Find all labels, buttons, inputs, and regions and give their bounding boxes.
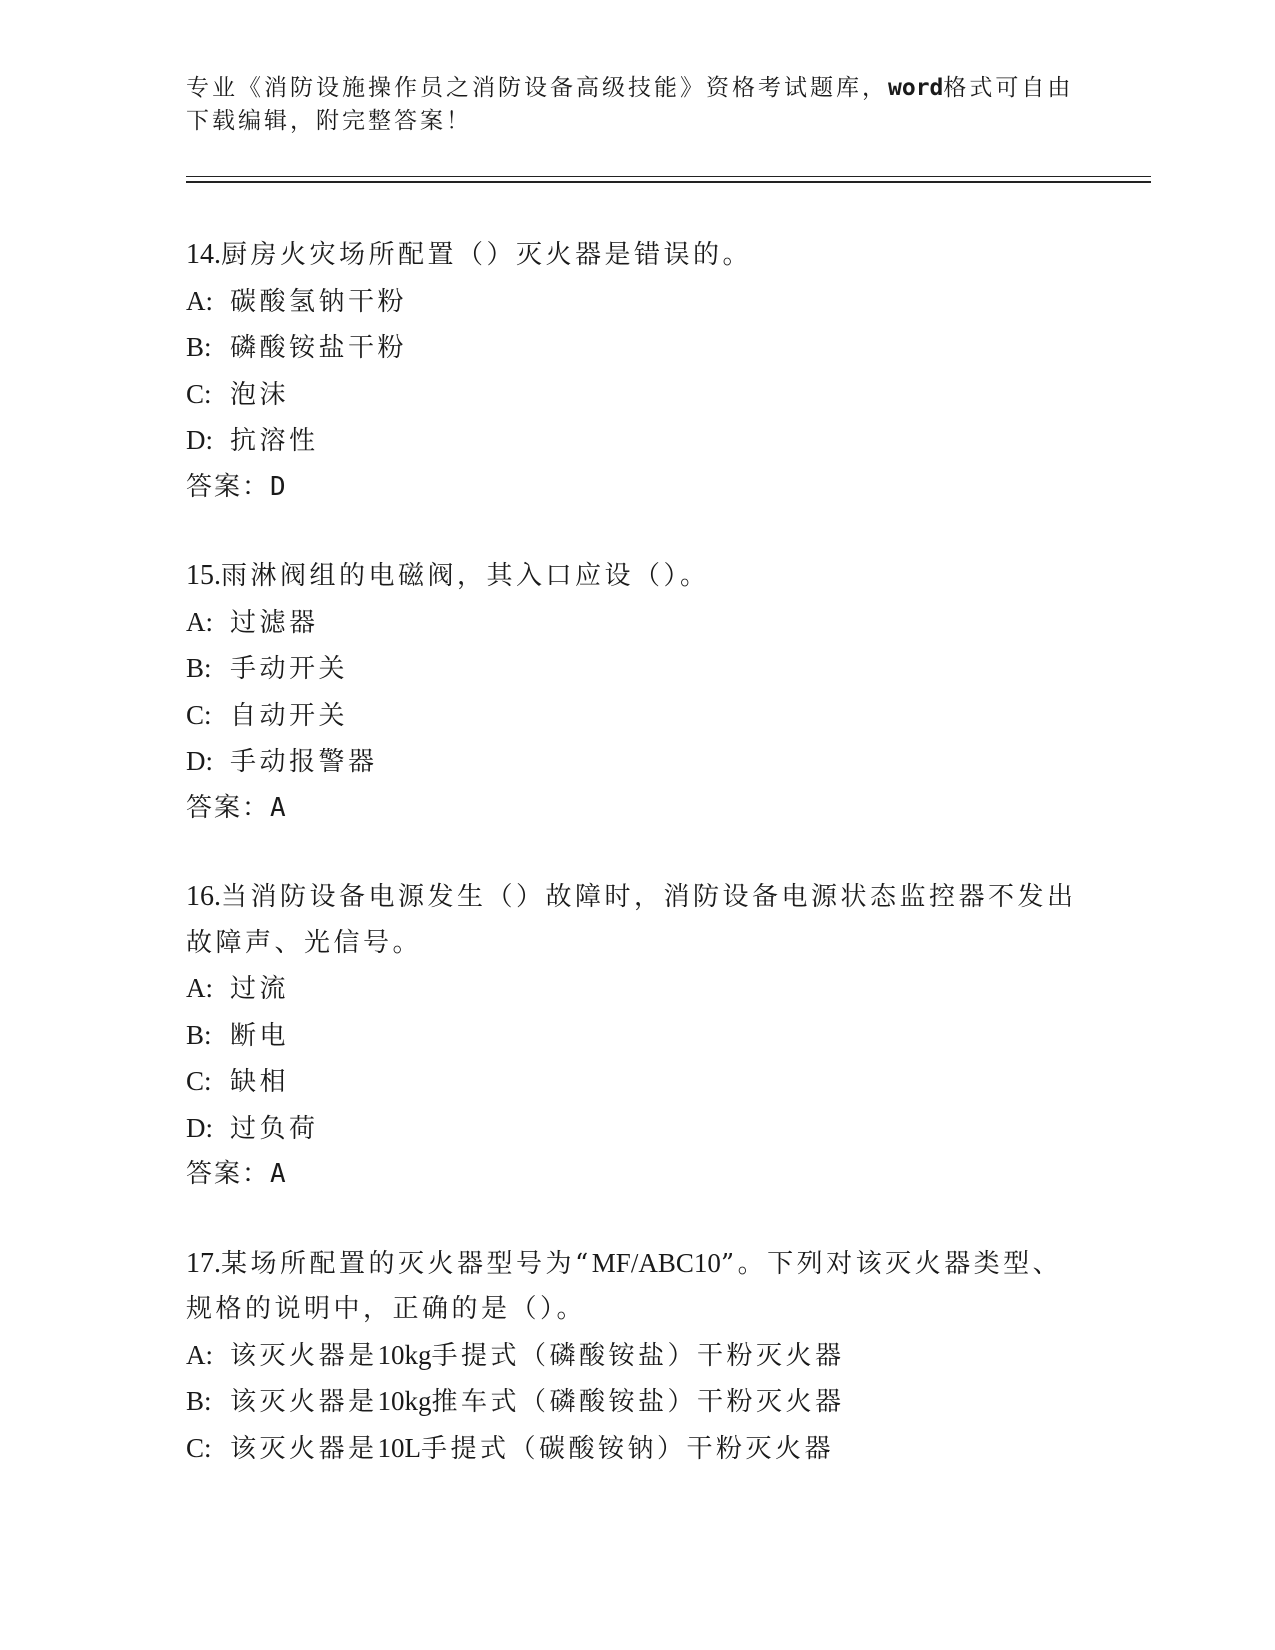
option-text-pre: 该灭火器是 bbox=[230, 1387, 378, 1417]
option-text-post: 手提式（磷酸铵盐）干粉灭火器 bbox=[431, 1340, 845, 1371]
option-d bbox=[186, 739, 1086, 786]
option-a bbox=[186, 600, 1086, 647]
option-letter: B: bbox=[186, 1386, 212, 1416]
option-letter: A: bbox=[186, 606, 213, 637]
option-text: 磷酸铵盐干粉 bbox=[230, 333, 408, 363]
answer-line bbox=[186, 786, 1086, 832]
option-c bbox=[186, 1059, 1086, 1106]
option-text: 泡沫 bbox=[230, 379, 290, 410]
question-stem bbox=[186, 553, 1086, 600]
option-letter: B: bbox=[186, 653, 212, 683]
question-14 bbox=[186, 232, 1086, 510]
question-text-part2: ”。下列对该灭火器类型、规格的说明中，正确的是（）。 bbox=[186, 1248, 1063, 1324]
header-divider-thin bbox=[186, 176, 1151, 177]
option-b bbox=[186, 325, 1086, 372]
question-text: 雨淋阀组的电磁阀，其入口应设（）。 bbox=[221, 561, 710, 591]
question-stem bbox=[186, 1241, 1086, 1333]
option-letter: D: bbox=[186, 746, 213, 776]
question-text-part1: 某场所配置的灭火器型号为“ bbox=[221, 1248, 592, 1279]
option-letter: A: bbox=[186, 1339, 213, 1370]
document-header bbox=[186, 72, 1086, 138]
question-16 bbox=[186, 874, 1086, 1198]
answer-label: 答案： bbox=[186, 1159, 271, 1189]
option-text-spec: 10kg bbox=[377, 1339, 432, 1370]
option-c bbox=[186, 372, 1086, 419]
option-text: 缺相 bbox=[230, 1067, 290, 1097]
option-c bbox=[186, 1426, 1086, 1473]
option-a bbox=[186, 1333, 1086, 1380]
answer-label: 答案： bbox=[186, 792, 271, 823]
option-text: 过流 bbox=[230, 974, 290, 1004]
question-stem bbox=[186, 874, 1086, 966]
header-text-word: word bbox=[888, 75, 944, 101]
option-text: 断电 bbox=[230, 1020, 290, 1051]
option-a bbox=[186, 966, 1086, 1013]
header-text-part2: 格式可自由下载编辑，附完整答案！ bbox=[186, 75, 1074, 134]
answer-label: 答案： bbox=[186, 471, 271, 502]
question-number: 14. bbox=[186, 239, 221, 270]
answer-value: A bbox=[270, 792, 286, 823]
option-letter: B: bbox=[186, 1019, 212, 1050]
option-text: 抗溶性 bbox=[230, 426, 319, 456]
answer-line bbox=[186, 465, 1086, 511]
option-b bbox=[186, 1379, 1086, 1426]
option-text-spec: 10kg bbox=[377, 1386, 432, 1416]
option-text: 过负荷 bbox=[230, 1113, 319, 1144]
header-divider-thick bbox=[186, 181, 1151, 183]
question-text: 厨房火灾场所配置（）灭火器是错误的。 bbox=[221, 240, 753, 270]
option-letter: C: bbox=[186, 1432, 212, 1463]
question-text: 当消防设备电源发生（）故障时，消防设备电源状态监控器不发出故障声、光信号。 bbox=[186, 882, 1077, 958]
question-list bbox=[186, 232, 1086, 1515]
option-d bbox=[186, 1106, 1086, 1153]
option-letter: C: bbox=[186, 378, 212, 409]
option-text: 碳酸氢钠干粉 bbox=[230, 286, 408, 317]
option-letter: A: bbox=[186, 285, 213, 316]
option-text-post: 推车式（磷酸铵盐）干粉灭火器 bbox=[431, 1387, 845, 1417]
question-number: 16. bbox=[186, 881, 221, 912]
option-text: 手动报警器 bbox=[230, 747, 378, 777]
option-letter: D: bbox=[186, 425, 213, 455]
option-b bbox=[186, 1013, 1086, 1060]
question-number: 15. bbox=[186, 560, 221, 591]
option-letter: B: bbox=[186, 332, 212, 362]
question-15 bbox=[186, 553, 1086, 831]
option-letter: C: bbox=[186, 1066, 212, 1096]
option-text: 过滤器 bbox=[230, 607, 319, 638]
header-text-part1: 专业《消防设施操作员之消防设备高级技能》资格考试题库， bbox=[186, 75, 888, 101]
answer-value: D bbox=[270, 471, 286, 502]
answer-line bbox=[186, 1152, 1086, 1198]
option-text: 自动开关 bbox=[230, 700, 349, 731]
option-letter: D: bbox=[186, 1112, 213, 1143]
question-number: 17. bbox=[186, 1247, 221, 1279]
option-b bbox=[186, 646, 1086, 693]
option-text-post: 手提式（碳酸铵钠）干粉灭火器 bbox=[421, 1433, 835, 1464]
question-stem bbox=[186, 232, 1086, 279]
answer-value: A bbox=[270, 1159, 286, 1189]
option-text: 手动开关 bbox=[230, 654, 349, 684]
option-d bbox=[186, 418, 1086, 465]
option-c bbox=[186, 693, 1086, 740]
question-17 bbox=[186, 1241, 1086, 1473]
question-model-code: MF/ABC10 bbox=[591, 1247, 721, 1278]
option-text-pre: 该灭火器是 bbox=[230, 1340, 378, 1371]
option-letter: C: bbox=[186, 699, 212, 730]
option-text-pre: 该灭火器是 bbox=[230, 1433, 378, 1464]
option-letter: A: bbox=[186, 973, 213, 1003]
option-a bbox=[186, 279, 1086, 326]
option-text-spec: 10L bbox=[377, 1432, 422, 1463]
